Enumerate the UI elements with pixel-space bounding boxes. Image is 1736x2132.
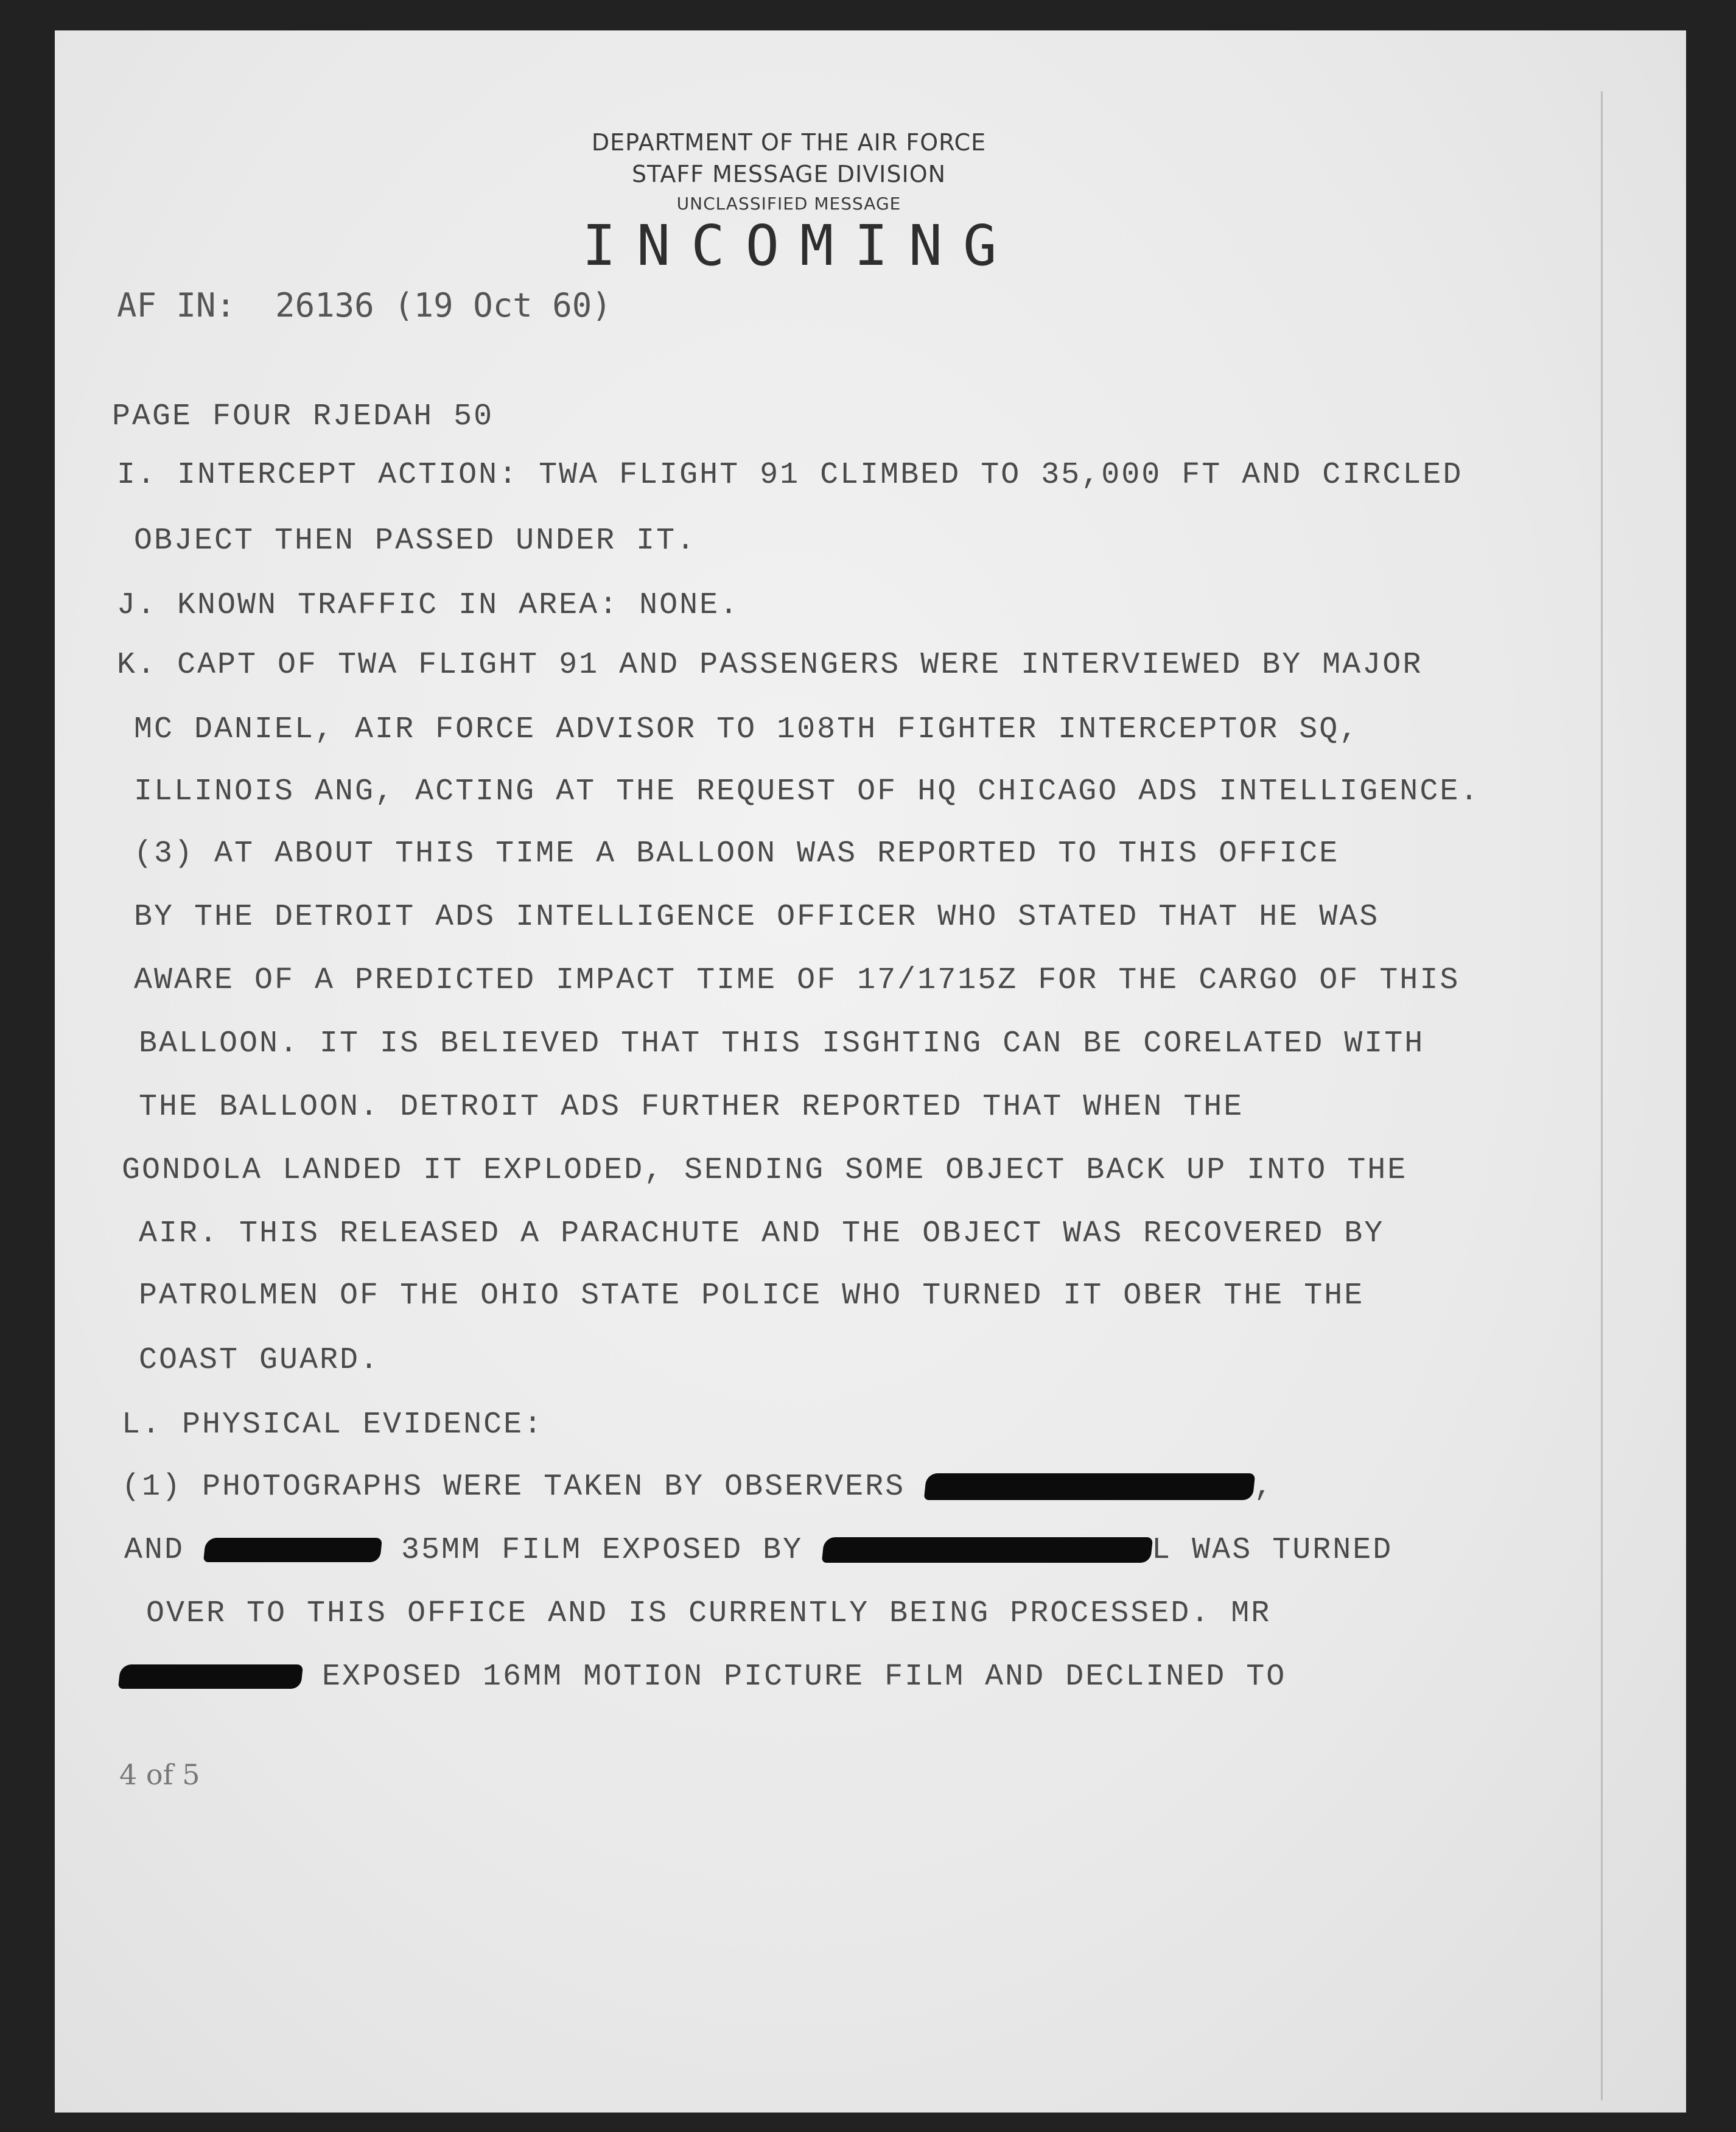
af-in-reference: AF IN: 26136 (19 Oct 60) (117, 286, 612, 324)
paragraph-l-line-3 (124, 1533, 1393, 1568)
redaction-bar (118, 1664, 303, 1689)
paragraph-k-line-5: BY THE DETROIT ADS INTELLIGENCE OFFICER WHO STATED THAT HE WAS (134, 900, 1380, 935)
redaction-bar (822, 1537, 1153, 1563)
paragraph-l-line-2 (122, 1470, 1274, 1504)
redaction-bar (924, 1473, 1256, 1500)
l3-text-a: AND (124, 1533, 185, 1568)
paragraph-k-line-12: COAST GUARD. (139, 1343, 380, 1378)
paragraph-k-line-3: ILLINOIS ANG, ACTING AT THE REQUEST OF HQ CHICAGO ADS INTELLIGENCE. (134, 774, 1480, 809)
l3-text-b: 35MM FILM EXPOSED BY (401, 1533, 803, 1568)
l3-text-c: L WAS TURNED (1152, 1533, 1393, 1568)
classification-heading: UNCLASSIFIED MESSAGE (676, 194, 901, 214)
paper-sheet (55, 30, 1686, 2113)
paragraph-k-line-10: AIR. THIS RELEASED A PARACHUTE AND THE OBJECT WAS RECOVERED BY (139, 1216, 1385, 1251)
l2-text: (1) PHOTOGRAPHS WERE TAKEN BY OBSERVERS (122, 1470, 906, 1504)
page-count: 4 of 5 (119, 1758, 200, 1791)
paragraph-k-line-11: PATROLMEN OF THE OHIO STATE POLICE WHO TURNED IT OBER THE THE (139, 1278, 1365, 1313)
paragraph-l-line-5 (119, 1660, 1286, 1694)
l2-tail: , (1254, 1470, 1275, 1504)
paragraph-k-line-9: GONDOLA LANDED IT EXPLODED, SENDING SOME OBJECT BACK UP INTO THE (122, 1153, 1408, 1188)
paragraph-k-line-4: (3) AT ABOUT THIS TIME A BALLOON WAS REPORTED TO THIS OFFICE (134, 836, 1340, 871)
paragraph-i-line-1: I. INTERCEPT ACTION: TWA FLIGHT 91 CLIMBED TO 35,000 FT AND CIRCLED (117, 458, 1463, 493)
page-line: PAGE FOUR RJEDAH 50 (112, 399, 494, 434)
paragraph-j-line-1: J. KNOWN TRAFFIC IN AREA: NONE. (117, 588, 740, 623)
paragraph-l-line-1: L. PHYSICAL EVIDENCE: (122, 1408, 544, 1442)
division-heading: STAFF MESSAGE DIVISION (631, 161, 947, 188)
paragraph-k-line-2: MC DANIEL, AIR FORCE ADVISOR TO 108TH FIGHTER INTERCEPTOR SQ, (134, 712, 1360, 747)
redaction-bar (203, 1538, 382, 1562)
paragraph-l-line-4: OVER TO THIS OFFICE AND IS CURRENTLY BEING PROCESSED. MR (146, 1596, 1272, 1631)
paragraph-k-line-1: K. CAPT OF TWA FLIGHT 91 AND PASSENGERS WERE INTERVIEWED BY MAJOR (117, 648, 1423, 682)
paragraph-i-line-2: OBJECT THEN PASSED UNDER IT. (134, 524, 697, 558)
l5-text: EXPOSED 16MM MOTION PICTURE FILM AND DECLINED TO (322, 1660, 1287, 1694)
message-direction-title: INCOMING (582, 213, 1018, 278)
paragraph-k-line-6: AWARE OF A PREDICTED IMPACT TIME OF 17/1715Z FOR THE CARGO OF THIS (134, 963, 1460, 998)
paper-edge (1601, 91, 1603, 2100)
paragraph-k-line-7: BALLOON. IT IS BELIEVED THAT THIS ISGHTING CAN BE CORELATED WITH (139, 1026, 1425, 1061)
paragraph-k-line-8: THE BALLOON. DETROIT ADS FURTHER REPORTED THAT WHEN THE (139, 1090, 1244, 1124)
department-heading: DEPARTMENT OF THE AIR FORCE (591, 129, 987, 156)
